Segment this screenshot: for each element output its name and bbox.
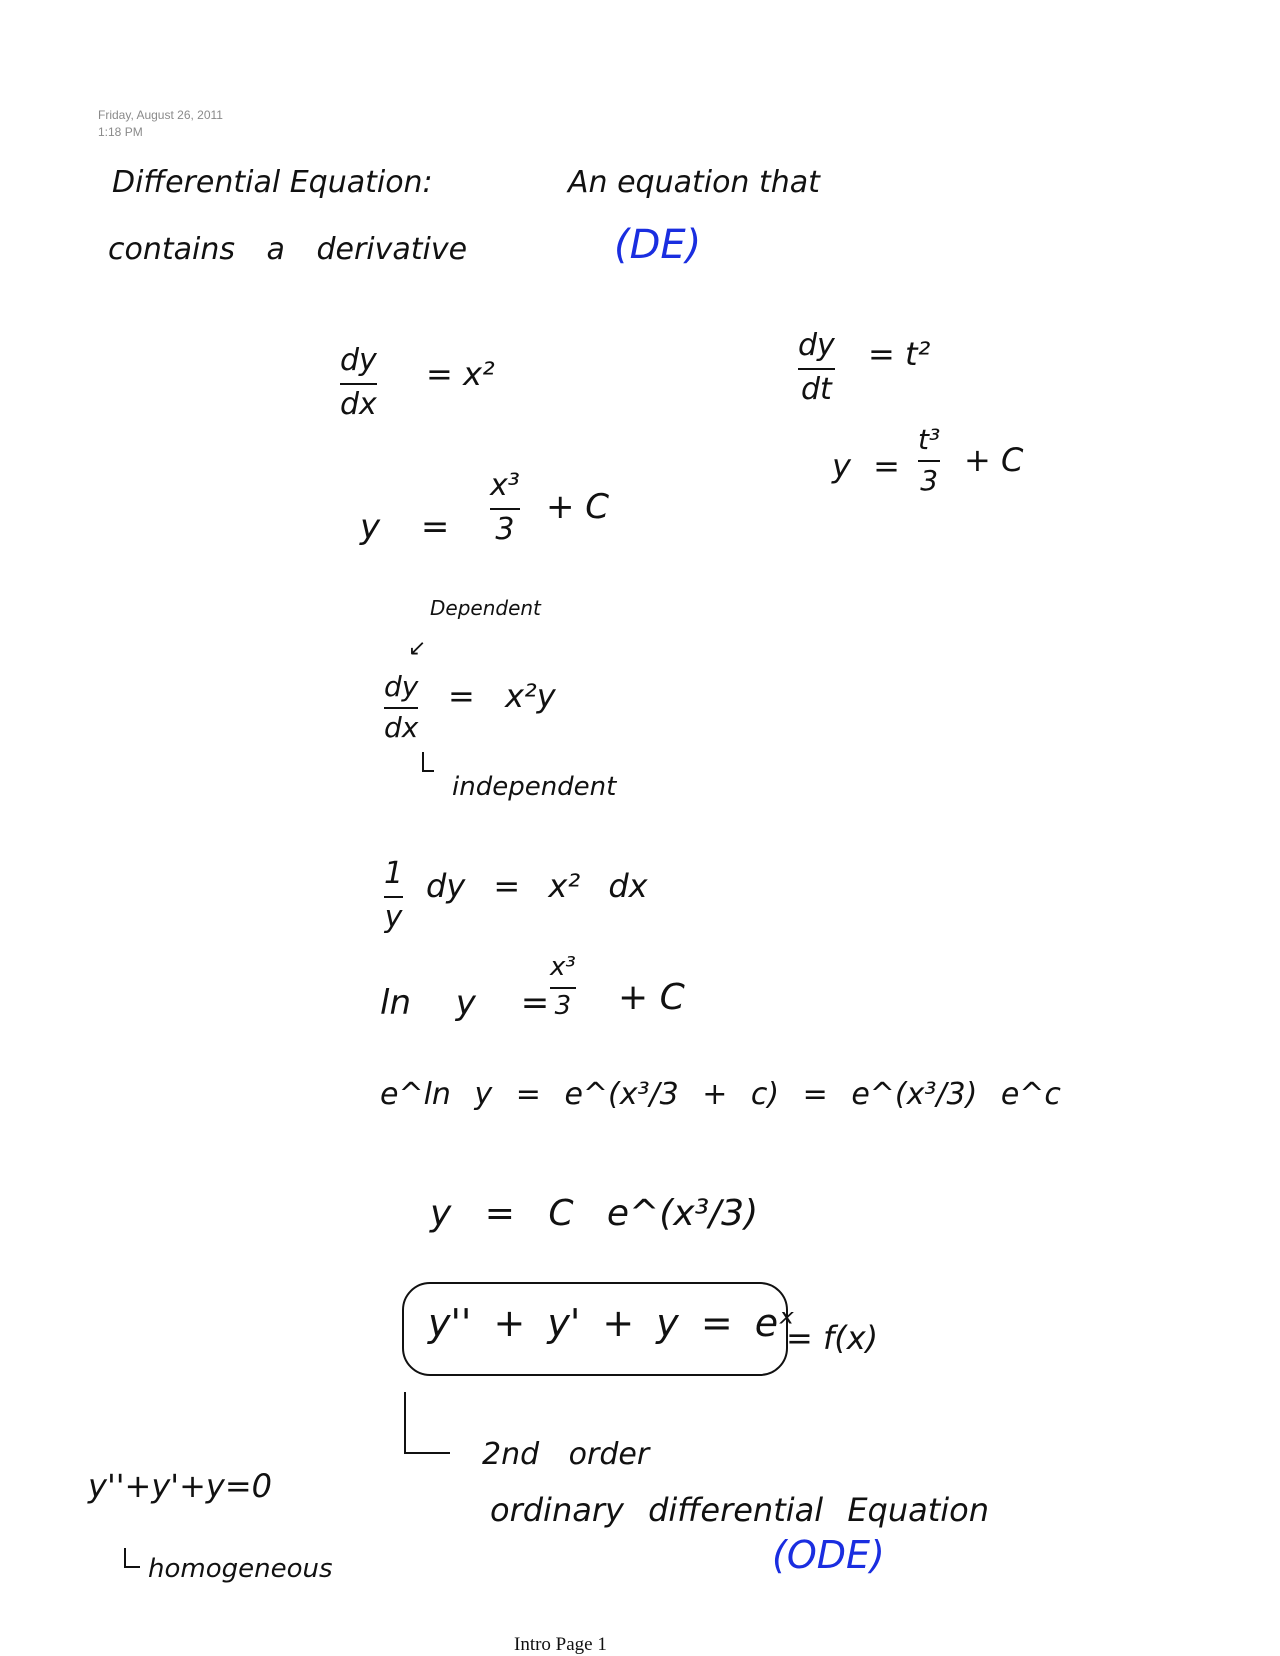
ex3-derivative [384,672,418,743]
homogeneous-equation: y''+y'+y=0 [88,1467,272,1505]
step1-den: y [384,899,403,935]
ex2-solution-lhs: y = [832,447,900,485]
ex2-derivative [798,330,835,405]
step2-lhs: ln y = [380,983,550,1023]
ex1-derivative [340,345,377,420]
step1-num: 1 [384,856,404,891]
ode-order: 2nd order [482,1437,650,1472]
ex2-solution-tail: + C [964,441,1024,479]
ex2-den: dt [800,371,832,407]
step4-solution: y = C e^(x³/3) [430,1193,759,1234]
ex2-rhs: = t² [868,335,931,373]
step1-rest: dy = x² dx [426,867,648,905]
ode-rhs: = f(x) [786,1319,879,1357]
ode-arrow-icon [404,1392,450,1454]
page-footer: Intro Page 1 [514,1634,607,1655]
ode-abbreviation: (ODE) [772,1533,885,1577]
ex2-sol-den: 3 [920,464,939,498]
fraction-bar [384,707,418,709]
definition-term: Differential Equation: [112,165,433,200]
ex1-den: dx [340,386,377,422]
ex1-num: dy [340,343,377,378]
note-time: 1:18 PM [98,125,143,139]
ode-equation: y'' + y' + y = eˣ [428,1301,796,1345]
fraction-bar [490,508,520,510]
fraction-bar [918,460,940,462]
independent-label: independent [452,772,617,802]
step1-fraction [384,858,403,933]
ex2-num: dy [798,328,835,363]
fraction-bar [798,368,835,370]
step2-den: 3 [554,991,572,1022]
ex2-solution-fraction [918,425,940,496]
ex3-rhs: = x²y [448,677,556,715]
ex1-solution-tail: + C [546,487,610,527]
step3-equation: e^ln y = e^(x³/3 + c) = e^(x³/3) e^c [380,1077,1061,1112]
step2-tail: + C [618,977,685,1018]
fraction-bar [340,383,377,385]
ex1-rhs: = x² [426,355,495,393]
ex3-den: dx [384,711,419,745]
step2-num: x³ [550,952,576,982]
homogeneous-label: homogeneous [148,1554,333,1584]
fraction-bar [550,987,576,989]
dependent-arrow-icon: ↙ [408,636,427,661]
ex1-solution-fraction [490,470,520,545]
dependent-label: Dependent [430,596,541,620]
ode-label: ordinary differential Equation [490,1491,990,1529]
ex1-sol-num: x³ [490,468,520,503]
ex1-sol-den: 3 [495,511,515,547]
fraction-bar [384,896,403,898]
note-date: Friday, August 26, 2011 [98,108,223,122]
ex1-solution-lhs: y = [360,507,450,547]
definition-text-1: An equation that [568,165,820,200]
independent-arrow-icon [422,752,434,772]
homogeneous-arrow-icon [124,1548,140,1568]
definition-text-2: contains a derivative [108,232,468,267]
step2-fraction [550,954,576,1021]
ex3-num: dy [384,670,419,703]
ex2-sol-num: t³ [918,423,941,456]
de-abbreviation: (DE) [614,222,702,268]
